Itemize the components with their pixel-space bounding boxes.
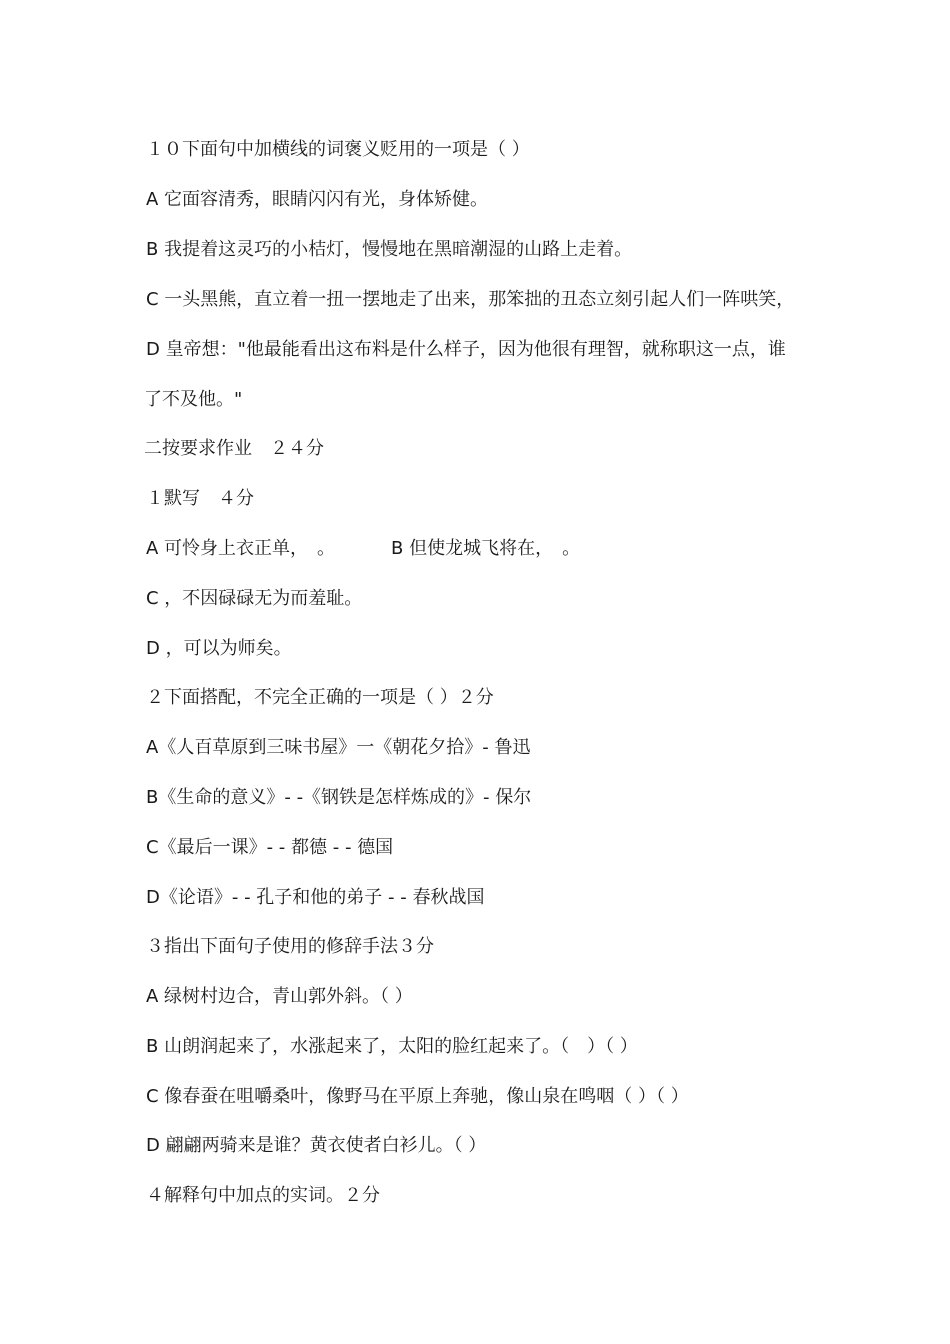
question-2-option-d: D《论语》- - 孔子和他的弟子 - - 春秋战国 [146,887,485,908]
question-3-option-c: C 像春蚕在咀嚼桑叶，像野马在平原上奔驰，像山泉在鸣咽（ ）（ ） [146,1086,689,1107]
question-10-option-d: D 皇帝想："他最能看出这布料是什么样子，因为他很有理智，就称职这一点，谁 [146,339,786,360]
question-1-option-c: C ，不因碌碌无为而羞耻。 [146,588,363,609]
question-2-option-a: A《人百草原到三味书屋》一《朝花夕拾》- 鲁迅 [146,737,531,758]
question-1-options-ab [146,537,580,561]
question-2-option-c: C《最后一课》- - 都德 - - 德国 [146,837,394,858]
question-10-option-c: C 一头黑熊，直立着一扭一摆地走了出来，那笨拙的丑态立刻引起人们一阵哄笑， [146,289,795,310]
question-1-option-a: A 可怜身上衣正单， 。 [146,538,336,559]
question-1-option-d: D ，可以为师矣。 [146,638,292,659]
question-3-heading: ３指出下面句子使用的修辞手法３分 [146,936,434,957]
question-3-option-d: D 翩翩两骑来是谁？黄衣使者白衫儿。（ ） [146,1135,487,1156]
question-4-heading: ４解释句中加点的实词。２分 [146,1185,380,1206]
question-1-option-b: B 但使龙城飞将在， 。 [391,538,581,559]
question-3-option-b: B 山朗润起来了，水涨起来了，太阳的脸红起来了。（ ）（ ） [146,1036,638,1057]
question-10: １０下面句中加横线的词褒义贬用的一项是（ ） [146,139,530,160]
question-10-option-d-continued: 了不及他。" [144,389,243,410]
question-10-option-a: A 它面容清秀，眼睛闪闪有光，身体矫健。 [146,189,489,210]
question-2-heading: ２下面搭配，不完全正确的一项是（ ）２分 [146,687,494,708]
question-3-option-a: A 绿树村边合，青山郭外斜。（ ） [146,986,413,1007]
question-2-option-b: B《生命的意义》- -《钢铁是怎样炼成的》- 保尔 [146,787,532,808]
question-1-heading: １默写 ４分 [146,488,254,509]
section-two-heading: 二按要求作业 ２４分 [144,438,324,459]
question-10-option-b: B 我提着这灵巧的小桔灯，慢慢地在黑暗潮湿的山路上走着。 [146,239,633,260]
